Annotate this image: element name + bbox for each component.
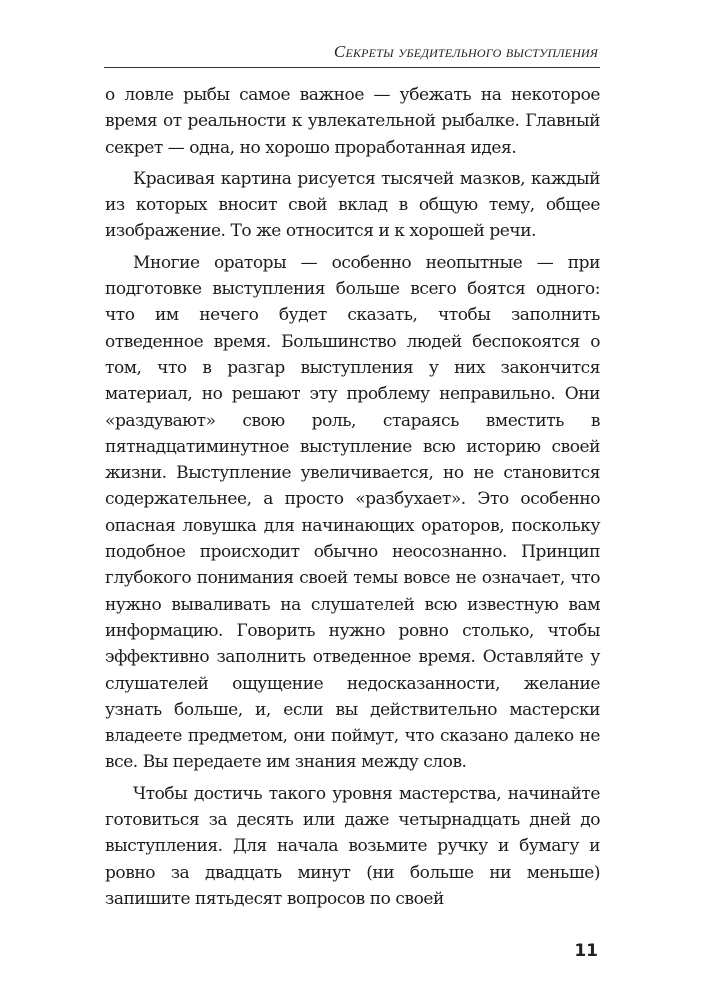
paragraph: Красивая картина рисуется тысячей мазков, каждый из которых вносит свой вклад в общую тему, общее изображение. То же относится и к хорошей речи.: [105, 168, 600, 242]
header-rule: [104, 67, 600, 68]
page-number: 11: [574, 941, 598, 961]
running-header: Секреты убедительного выступления: [333, 42, 598, 61]
paragraph: Многие ораторы — особенно неопытные — при подготовке выступления больше всего боятся одного: что им нечего будет сказать, чтобы заполнить отведенное время. Большинство людей беспокоятся о том, что в разгар выступления у них закончится материал, но решают эту проблему неправильно. Они «раздувают» свою роль, стараясь вместить в пятнадцатиминутное выступление всю историю своей жизни. Выступление увеличивается, но не становится содержательнее, а просто «разбухает». Это особенно опасная ловушка для начинающих ораторов, поскольку подобное происходит обычно неосознанно. Принцип глубокого понимания своей темы вовсе не означает, что нужно вываливать на слушателей всю известную вам информацию. Говорить нужно ровно столько, чтобы эффективно заполнить отведенное время. Оставляйте у слушателей ощущение недосказанности, желание узнать больше, и, если вы действительно мастерски владеете предметом, они поймут, что сказано далеко не все. Вы передаете им знания между слов.: [105, 252, 600, 773]
paragraph: Чтобы достичь такого уровня мастерства, начинайте готовиться за десять или даже четырнадцать дней до выступления. Для начала возьмите ручку и бумагу и ровно за двадцать минут (ни больше ни меньше) запишите пятьдесят вопросов по своей: [105, 783, 600, 909]
body-text: [105, 82, 600, 917]
paragraph: о ловле рыбы самое важное — убежать на некоторое время от реальности к увлекательной рыбалке. Главный секрет — одна, но хорошо проработанная идея.: [105, 85, 600, 158]
